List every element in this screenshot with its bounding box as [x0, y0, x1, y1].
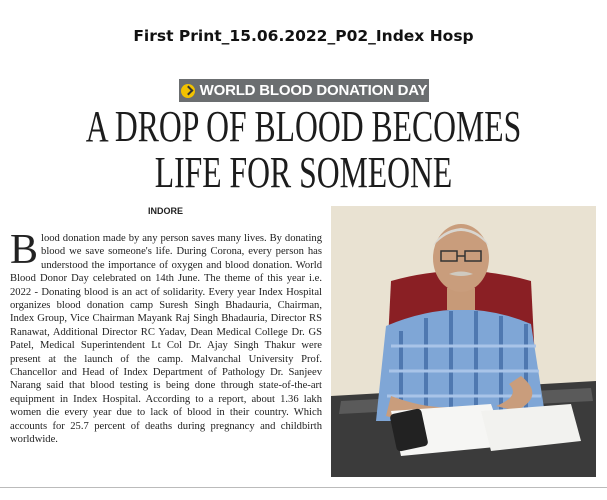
page-header-title: First Print_15.06.2022_P02_Index Hosp — [133, 27, 474, 45]
article-body — [10, 227, 322, 447]
headline-line-2: LIFE FOR SOMEONE — [154, 148, 453, 197]
section-tag — [179, 79, 429, 102]
headline-line-1: A DROP OF BLOOD BECOMES — [85, 102, 522, 151]
bottom-rule — [0, 487, 607, 488]
arrow-icon — [181, 84, 195, 98]
section-tag-label: WORLD BLOOD DONATION DAY — [199, 82, 428, 99]
article-photo — [331, 206, 596, 477]
photo-illustration — [331, 206, 596, 477]
dateline: INDORE — [148, 206, 184, 216]
drop-cap: B — [10, 227, 39, 273]
article-text: lood donation made by any person saves many lives. By donating blood we save someone's life. During Corona, every person has understood the importance of oxygen and blood donation. World Blood Donor Day celebrated on 14th June. The theme of this year i.e. 2022 - Donating blood is an act of solidarity. Every year Index Hospital organizes blood donation camp Suresh Singh Bhadauria, Chairman, Index Group, Vice Chairman Mayank Raj Singh Bhadauria, Director RS Ranawat, Additional Director RC Yadav, Dean Medical College Dr. GS Patel, Medical Superintendent Lt Col Dr. Ajay Singh Thakur were present at the launch of the camp. Malvanchal University Prof. Chancellor and Head of Index Department of Pathology Dr. Sanjeev Narang said that blood testing is being done through state-of-the-art equipment in Index Hospital. According to a report, about 1.36 lakh women die every year due to lack of blood in their country. Which accounts for 25.7 percent of deaths during pregnancy and childbirth worldwide. — [10, 233, 322, 446]
